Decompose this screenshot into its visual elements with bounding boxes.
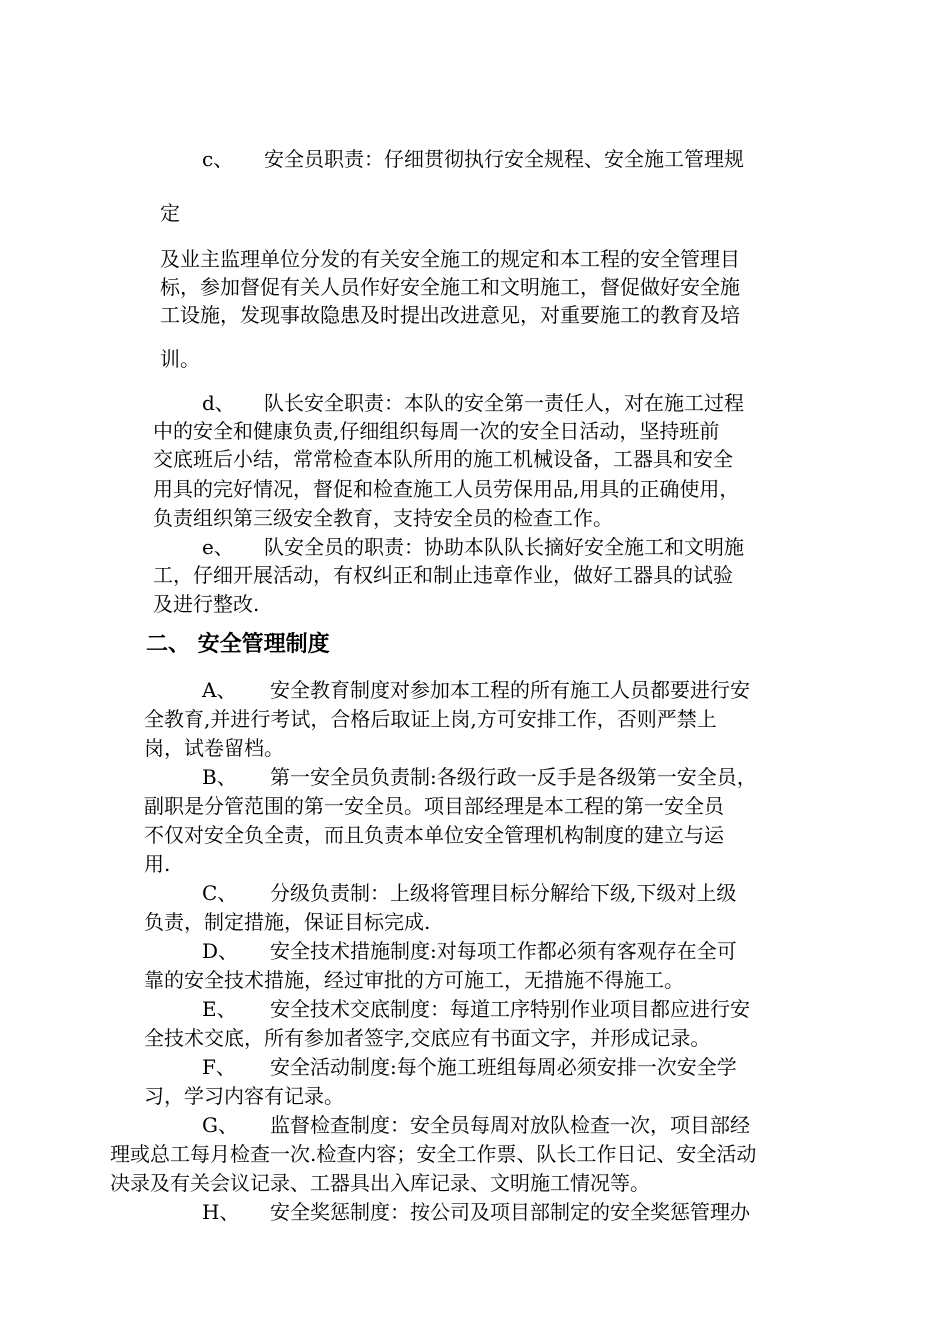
item-D-text: 安全技术措施制度:对每项工作都必须有客观存在全可 [270,939,737,963]
item-G-text: 监督检查制度：安全员每周对放队检查一次，项目部经 [270,1113,750,1137]
item-c-line-6: 训。 [160,347,200,371]
item-A-first-line [202,677,750,703]
item-F-first-line [202,1054,737,1080]
item-C-label: C、 [202,881,238,905]
item-G-line-2: 理或总工每月检查一次.检查内容；安全工作票、队长工作日记、安全活动 [110,1142,757,1166]
item-A-line-2: 全教育,并进行考试，合格后取证上岗,方可安排工作，否则严禁上 [144,707,717,731]
item-B-label: B、 [202,765,237,789]
item-B-line-2: 副职是分管范围的第一安全员。项目部经理是本工程的第一安全员 [144,794,724,818]
item-d-first-line [202,390,744,416]
item-e-line-2: 工，仔细开展活动，有权纠正和制止违章作业，做好工器具的试验 [153,563,733,587]
item-e-line-3: 及进行整改. [153,592,260,616]
item-F-label: F、 [202,1055,236,1079]
item-d-text: 队长安全职责：本队的安全第一责任人，对在施工过程 [264,391,744,415]
item-F-line-2: 习，学习内容有记录。 [144,1084,344,1108]
item-E-first-line [202,996,750,1022]
item-C-line-2: 负责，制定措施，保证目标完成. [144,910,431,934]
item-d-label: d、 [202,391,235,415]
item-c-line-5: 工设施，发现事故隐患及时提出改进意见，对重要施工的教育及培 [160,303,740,327]
item-H-first-line [202,1199,750,1225]
item-e-label: e、 [202,535,234,559]
item-H-label: H、 [202,1200,240,1224]
item-C-text: 分级负责制：上级将管理目标分解给下级,下级对上级 [270,881,737,905]
item-B-line-4: 用. [144,852,171,876]
item-G-line-3: 决录及有关会议记录、工器具出入库记录、文明施工情况等。 [110,1171,650,1195]
item-e-first-line [202,534,744,560]
item-e-text: 队安全员的职责：协助本队队长摘好安全施工和文明施 [264,535,744,559]
item-A-text: 安全教育制度对参加本工程的所有施工人员都要进行安 [270,678,750,702]
item-d-line-3: 交底班后小结，常常检查本队所用的施工机械设备，工器具和安全 [153,447,733,471]
item-B-text: 第一安全员负责制:各级行政一反手是各级第一安全员， [270,765,757,789]
item-c-line-4: 标，参加督促有关人员作好安全施工和文明施工，督促做好安全施 [160,275,740,299]
item-d-line-4: 用具的完好情况，督促和检查施工人员劳保用品,用具的正确使用， [153,477,740,501]
item-C-first-line [202,880,736,906]
item-c-line-3: 及业主监理单位分发的有关安全施工的规定和本工程的安全管理目 [160,247,740,271]
item-E-line-2: 全技术交底，所有参加者签字,交底应有书面文字，并形成记录。 [144,1026,711,1050]
item-G-label: G、 [202,1113,238,1137]
item-D-first-line [202,938,737,964]
item-c-text: 安全员职责：仔细贯彻执行安全规程、安全施工管理规 [264,147,744,171]
item-D-line-2: 靠的安全技术措施，经过审批的方可施工，无措施不得施工。 [144,968,684,992]
item-H-text: 安全奖惩制度：按公司及项目部制定的安全奖惩管理办 [270,1200,750,1224]
item-B-line-3: 不仅对安全负全责，而且负责本单位安全管理机构制度的建立与运 [144,823,724,847]
item-A-label: A、 [202,678,237,702]
item-A-line-3: 岗，试卷留档。 [144,736,284,760]
item-c-line-2: 定 [160,201,180,225]
item-E-label: E、 [202,997,237,1021]
item-d-line-5: 负责组织第三级安全教育，支持安全员的检查工作。 [153,506,613,530]
item-F-text: 安全活动制度:每个施工班组每周必须安排一次安全学 [270,1055,737,1079]
item-c-first-line [202,146,744,172]
item-D-label: D、 [202,939,239,963]
section-heading: 二、 安全管理制度 [146,632,330,657]
item-c-label: c、 [202,147,234,171]
item-d-line-2: 中的安全和健康负责,仔细组织每周一次的安全日活动，坚持班前 [153,419,720,443]
item-G-first-line [202,1112,750,1138]
item-E-text: 安全技术交底制度：每道工序特别作业项目都应进行安 [270,997,750,1021]
item-B-first-line [202,764,757,790]
